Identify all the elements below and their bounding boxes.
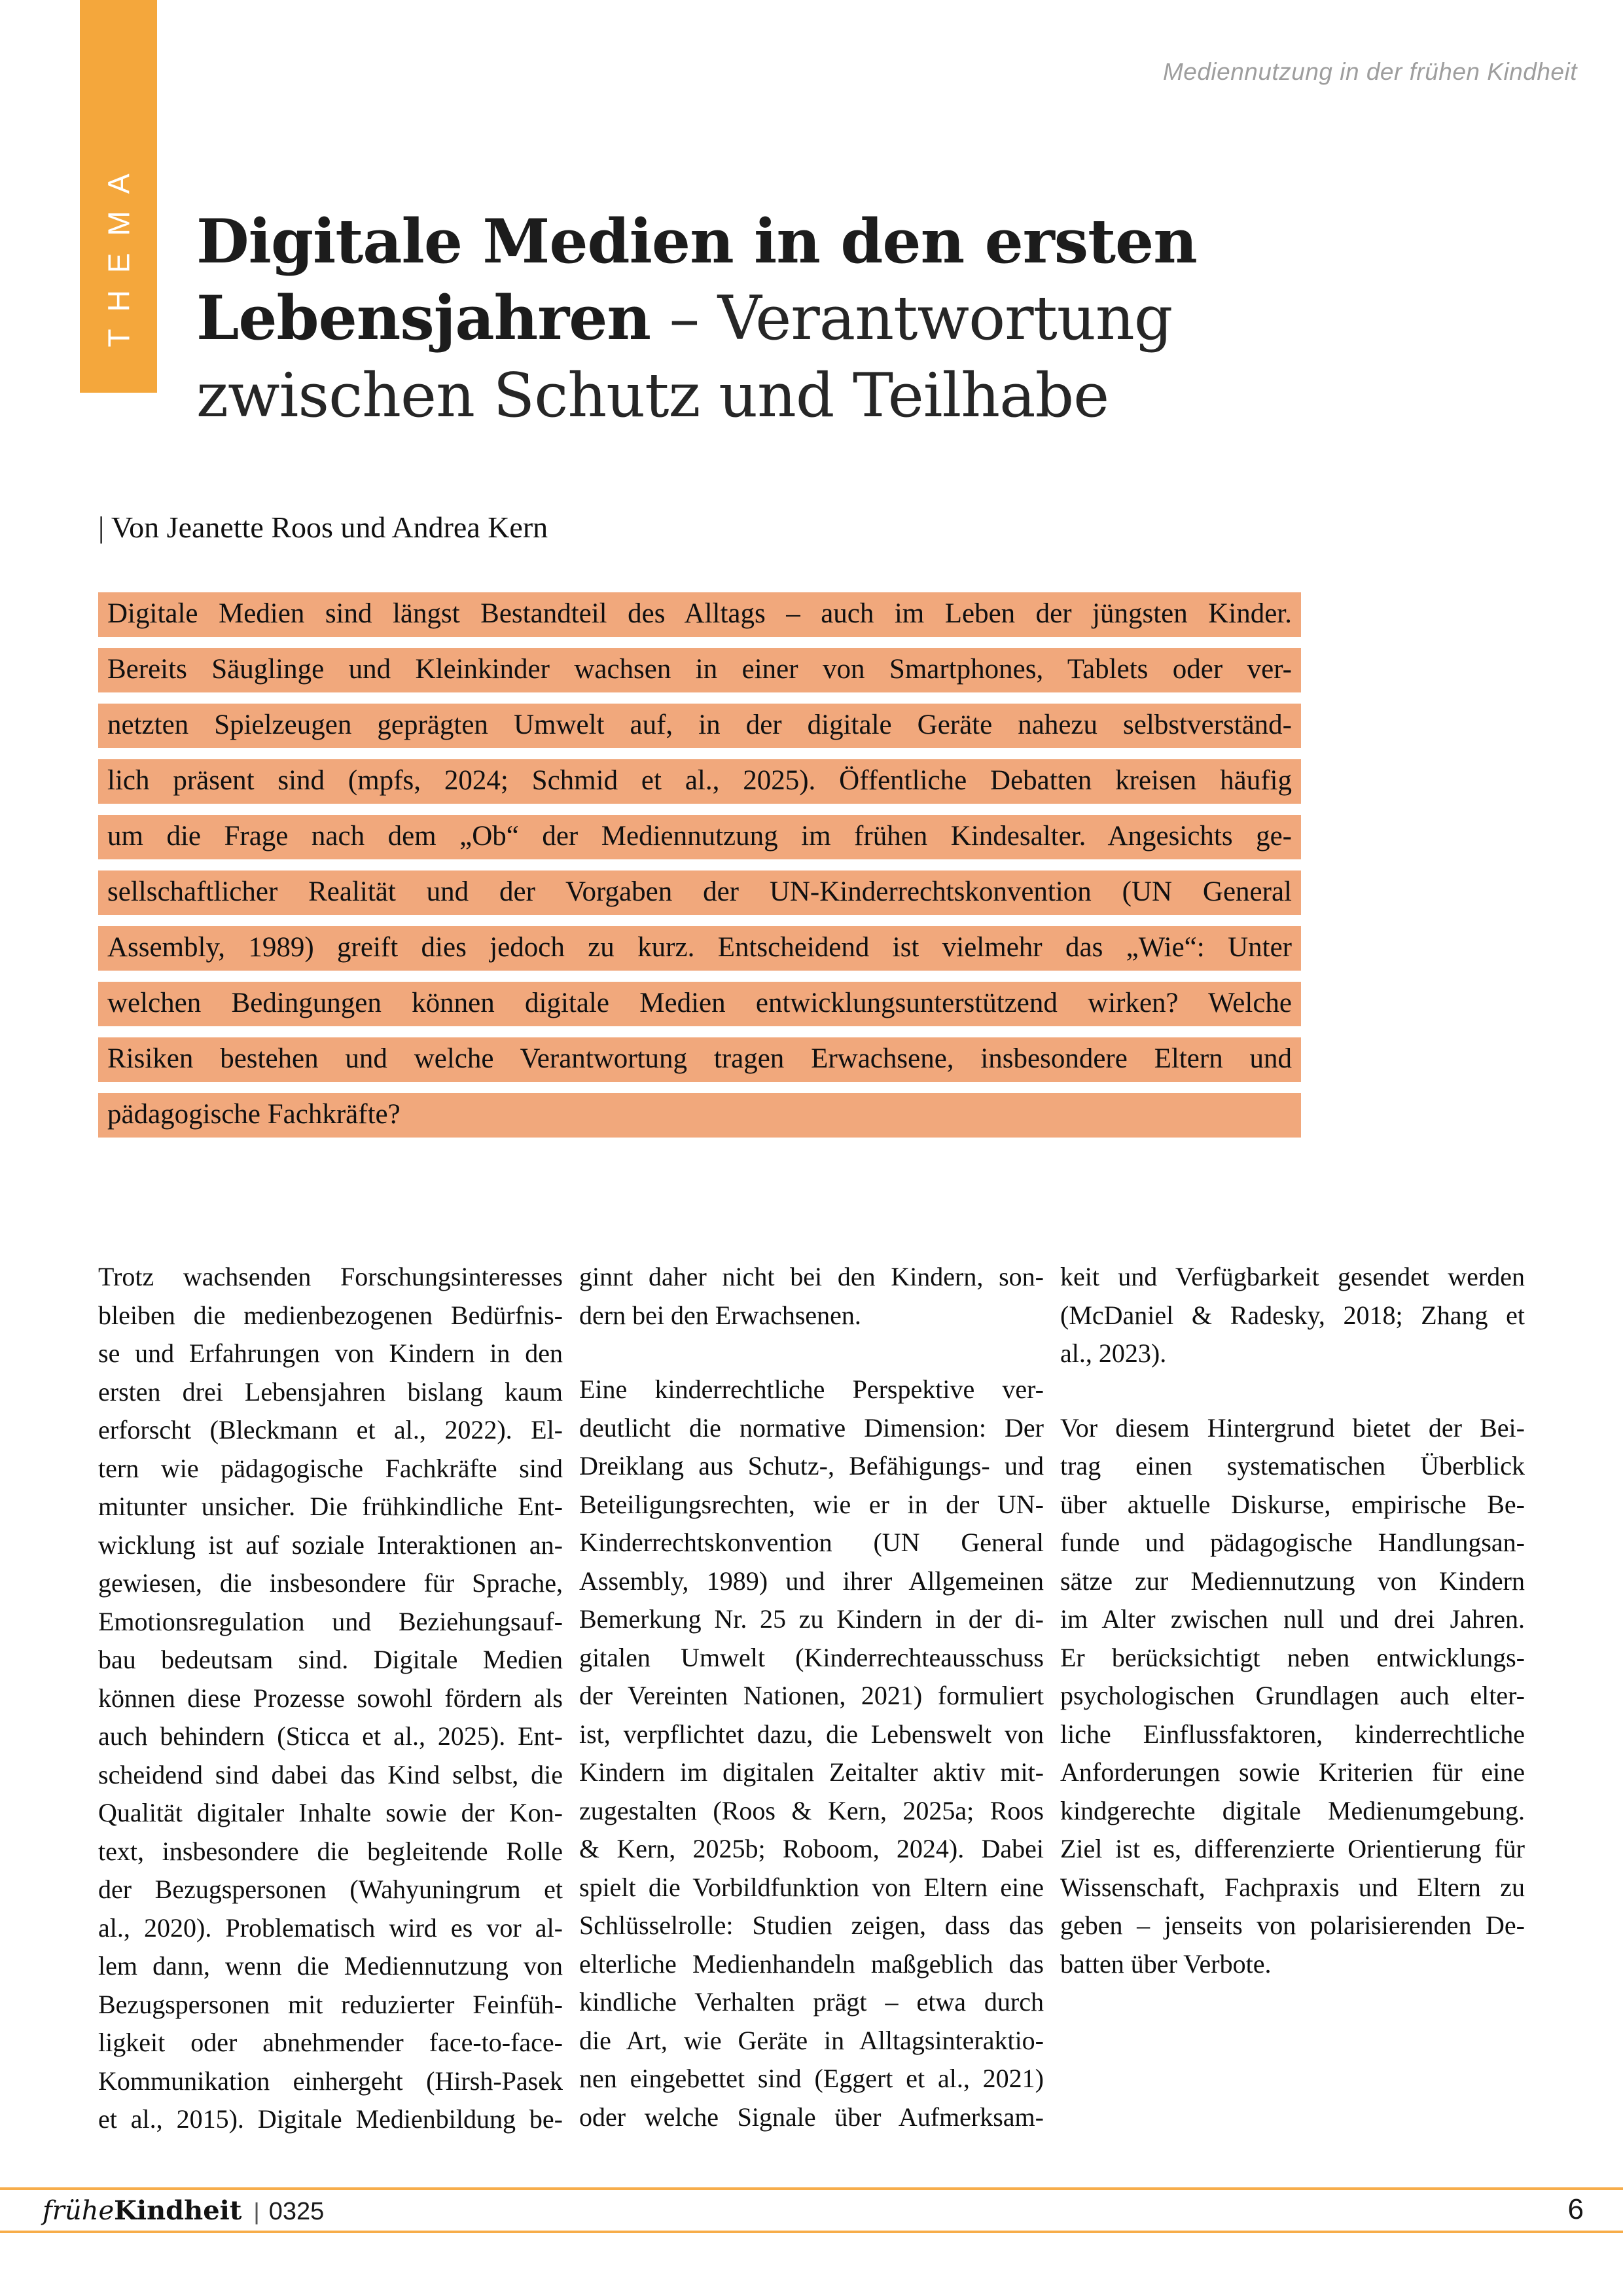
body-text-line: elterliche Medienhandeln maßgeblich das xyxy=(579,1948,1044,1979)
footer-rule-bottom xyxy=(0,2231,1623,2233)
body-text-line: Bemerkung Nr. 25 zu Kindern in der di- xyxy=(579,1604,1044,1634)
page-number: 6 xyxy=(1567,2193,1584,2225)
title-line xyxy=(196,203,1197,279)
body-text-line: nen eingebettet sind (Eggert et al., 2021) xyxy=(579,2064,1044,2093)
abstract-line: netzten Spielzeugen geprägten Umwelt auf, in der digitale Geräte nahezu selbstverständ- xyxy=(98,704,1301,748)
body-text-line: dern bei den Erwachsenen. xyxy=(579,1300,861,1330)
body-text-line: sätze zur Mediennutzung von Kindern xyxy=(1060,1566,1525,1596)
body-text-line: Beteiligungsrechten, wie er in der UN- xyxy=(579,1489,1044,1519)
body-column-2 xyxy=(579,1258,1044,2136)
footer-brand-bold: Kindheit xyxy=(114,2195,242,2226)
body-text-line: im Alter zwischen null und drei Jahren. xyxy=(1060,1604,1525,1634)
body-text-line: psychologischen Grundlagen auch elter- xyxy=(1060,1681,1525,1710)
abstract-line: Risiken bestehen und welche Verantwortung tragen Erwachsene, insbesondere Eltern und xyxy=(98,1037,1301,1082)
body-text-line: können diese Prozesse sowohl fördern als xyxy=(98,1683,563,1713)
body-text-line: Wissenschaft, Fachpraxis und Eltern zu xyxy=(1060,1872,1525,1902)
body-text-line: deutlicht die normative Dimension: Der xyxy=(579,1412,1044,1443)
title-line xyxy=(196,357,1197,434)
body-text-line: Vor diesem Hintergrund bietet der Bei- xyxy=(1060,1412,1525,1443)
body-text-line: trag einen systematischen Überblick xyxy=(1060,1451,1525,1480)
body-text-line: Er berücksichtigt neben entwicklungs- xyxy=(1060,1642,1525,1672)
body-paragraph xyxy=(579,1258,1044,1335)
body-text-line: erforscht (Bleckmann et al., 2022). El- xyxy=(98,1415,563,1444)
body-text-line: et al., 2015). Digitale Medienbildung be- xyxy=(98,2104,563,2134)
body-text-line: bau bedeutsam sind. Digitale Medien xyxy=(98,1645,563,1674)
body-text-line: scheidend sind dabei das Kind selbst, die xyxy=(98,1759,563,1789)
abstract-line: Bereits Säuglinge und Kleinkinder wachsen in einer von Smartphones, Tablets oder ver- xyxy=(98,648,1301,692)
footer-brand-italic: frühe xyxy=(43,2196,115,2226)
body-text-line: ginnt daher nicht bei den Kindern, son- xyxy=(579,1262,1044,1291)
body-text-line: der Bezugspersonen (Wahyuningrum et xyxy=(98,1874,563,1904)
body-text-line: ist, verpflichtet dazu, die Lebenswelt von xyxy=(579,1719,1044,1749)
title-line xyxy=(196,279,1197,357)
body-text-line: oder welche Signale über Aufmerksam- xyxy=(579,2102,1044,2132)
byline: | Von Jeanette Roos und Andrea Kern xyxy=(98,511,548,544)
footer-rule-top xyxy=(0,2187,1623,2190)
body-text-line: (McDaniel & Radesky, 2018; Zhang et xyxy=(1060,1300,1525,1330)
abstract-line: Assembly, 1989) greift dies jedoch zu kurz. Entscheidend ist vielmehr das „Wie“: Unter xyxy=(98,926,1301,971)
body-text-line: & Kern, 2025b; Roboom, 2024). Dabei xyxy=(579,1834,1044,1863)
footer-brand xyxy=(43,2194,324,2228)
body-text-line: tern wie pädagogische Fachkräfte sind xyxy=(98,1453,563,1483)
body-text-line: kindgerechte digitale Medienumgebung. xyxy=(1060,1795,1525,1825)
body-text-line: se und Erfahrungen von Kindern in den xyxy=(98,1338,563,1368)
body-text-line: der Vereinten Nationen, 2021) formuliert xyxy=(579,1681,1044,1710)
body-text-line: ersten drei Lebensjahren bislang kaum xyxy=(98,1376,563,1407)
abstract-highlight-block xyxy=(98,592,1301,1149)
thema-tab xyxy=(80,0,157,393)
body-text-line: zugestalten (Roos & Kern, 2025a; Roos xyxy=(579,1795,1044,1825)
body-text-line: Emotionsregulation und Beziehungsauf- xyxy=(98,1606,563,1636)
body-column-3 xyxy=(1060,1258,1525,1983)
body-text-line: ligkeit oder abnehmender face-to-face- xyxy=(98,2028,563,2057)
abstract-line: sellschaftlicher Realität und der Vorgaben der UN-Kinderrechtskonvention (UN General xyxy=(98,870,1301,915)
body-text-line: Eine kinderrechtliche Perspektive ver- xyxy=(579,1374,1044,1404)
abstract-line: welchen Bedingungen können digitale Medien entwicklungsunterstützend wirken? Welche xyxy=(98,982,1301,1026)
body-text-line: text, insbesondere die begleitende Rolle xyxy=(98,1836,563,1866)
body-text-line: funde und pädagogische Handlungsan- xyxy=(1060,1528,1525,1557)
abstract-line: pädagogische Fachkräfte? xyxy=(98,1093,1301,1138)
title-segment-light: zwischen Schutz und Teilhabe xyxy=(196,360,1109,431)
body-text-line: Ziel ist es, differenzierte Orientierung für xyxy=(1060,1834,1525,1863)
body-text-line: gewiesen, die insbesondere für Sprache, xyxy=(98,1568,563,1598)
body-paragraph xyxy=(98,1258,563,2139)
body-paragraph xyxy=(1060,1258,1525,1373)
thema-tab-label: THEMA xyxy=(101,156,135,348)
title-segment-light: – Verantwortung xyxy=(651,283,1173,354)
article-title xyxy=(196,203,1197,434)
body-paragraph xyxy=(1060,1409,1525,1984)
body-text-line: Anforderungen sowie Kriterien für eine xyxy=(1060,1757,1525,1787)
body-text-line: wicklung ist auf soziale Interaktionen an- xyxy=(98,1530,563,1560)
body-text-line: Kommunikation einhergeht (Hirsh-Pasek xyxy=(98,2066,563,2096)
body-text-line: al., 2023). xyxy=(1060,1338,1167,1368)
body-text-line: liche Einflussfaktoren, kinderrechtliche xyxy=(1060,1719,1525,1749)
body-paragraph xyxy=(579,1371,1044,2136)
body-text-line: Bezugspersonen mit reduzierter Feinfüh- xyxy=(98,1989,563,2019)
title-segment-bold: Lebensjahren xyxy=(196,282,651,354)
body-text-line: Dreiklang aus Schutz-, Befähigungs- und xyxy=(579,1451,1044,1480)
body-text-line: Qualität digitaler Inhalte sowie der Kon- xyxy=(98,1798,563,1827)
body-text-line: Kindern im digitalen Zeitalter aktiv mit- xyxy=(579,1757,1044,1787)
body-column-1 xyxy=(98,1258,563,2139)
body-text-line: gitalen Umwelt (Kinderrechteausschuss xyxy=(579,1642,1044,1672)
body-text-line: Schlüsselrolle: Studien zeigen, dass das xyxy=(579,1910,1044,1940)
body-text-line: bleiben die medienbezogenen Bedürfnis- xyxy=(98,1300,563,1330)
body-text-line: kindliche Verhalten prägt – etwa durch xyxy=(579,1987,1044,2017)
body-text-line: al., 2020). Problematisch wird es vor al- xyxy=(98,1912,563,1943)
footer-issue: 0325 xyxy=(268,2198,325,2225)
abstract-line: um die Frage nach dem „Ob“ der Mediennutzung im frühen Kindesalter. Angesichts ge- xyxy=(98,815,1301,859)
body-text-line: auch behindern (Sticca et al., 2025). Ent- xyxy=(98,1721,563,1751)
body-text-line: über aktuelle Diskurse, empirische Be- xyxy=(1060,1489,1525,1519)
section-kicker: Mediennutzung in der frühen Kindheit xyxy=(1162,58,1577,85)
body-text-line: batten über Verbote. xyxy=(1060,1948,1272,1979)
body-text-line: lem dann, wenn die Mediennutzung von xyxy=(98,1951,563,1981)
body-text-line: spielt die Vorbildfunktion von Eltern eine xyxy=(579,1872,1044,1902)
body-text-line: mitunter unsicher. Die frühkindliche Ent- xyxy=(98,1492,563,1521)
abstract-line: lich präsent sind (mpfs, 2024; Schmid et al., 2025). Öffentliche Debatten kreisen häufig xyxy=(98,759,1301,804)
body-text-line: Assembly, 1989) und ihrer Allgemeinen xyxy=(579,1566,1044,1596)
body-text-line: geben – jenseits von polarisierenden De- xyxy=(1060,1910,1525,1940)
footer-separator: | xyxy=(253,2198,260,2225)
body-text-line: Kinderrechtskonvention (UN General xyxy=(579,1528,1044,1557)
body-text-line: Trotz wachsenden Forschungsinteresses xyxy=(98,1262,563,1291)
title-segment-bold: Digitale Medien in den ersten xyxy=(196,206,1197,278)
body-text-line: keit und Verfügbarkeit gesendet werden xyxy=(1060,1262,1525,1291)
body-text-line: die Art, wie Geräte in Alltagsinteraktio- xyxy=(579,2025,1044,2055)
abstract-line: Digitale Medien sind längst Bestandteil des Alltags – auch im Leben der jüngsten Kinder. xyxy=(98,592,1301,637)
